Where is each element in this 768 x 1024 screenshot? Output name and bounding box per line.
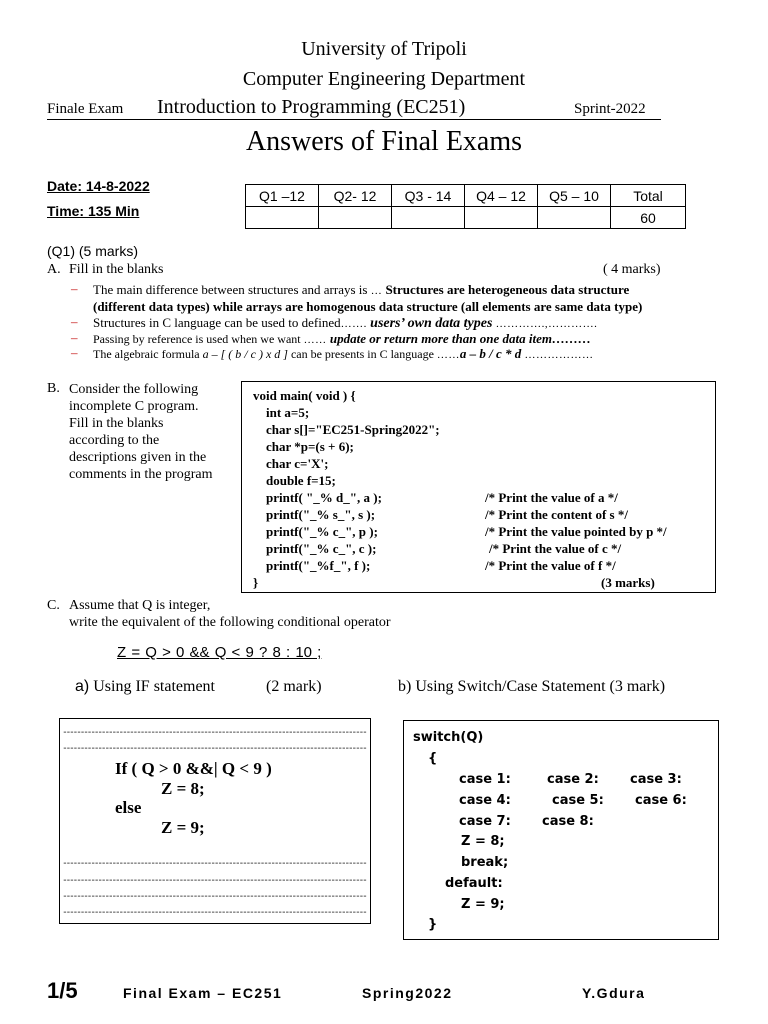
blank3-answer: update or return more than one data item……… — [326, 331, 591, 346]
score-value-row — [246, 207, 686, 229]
q1-a-label: A. — [47, 262, 61, 277]
partb-desc-line: descriptions given in the — [69, 450, 207, 465]
blank2-dots: ……. — [340, 318, 367, 330]
blank1-answer-cont: (different data types) while arrays are homogenous data structure (all elements are same data type) — [93, 299, 643, 314]
code-comment: /* Print the value pointed by p */ — [485, 524, 667, 539]
partb-label: B. — [47, 381, 60, 396]
bullet-dash: – — [71, 314, 78, 329]
q1-a-text: Fill in the blanks — [69, 262, 164, 277]
code-line: int a=5; — [253, 405, 310, 420]
score-value-total: 60 — [611, 207, 686, 229]
blank2-line — [93, 315, 597, 332]
code-line: printf("_% c_", p ); — [253, 524, 378, 539]
code-comment: /* Print the value of a */ — [485, 490, 618, 505]
code-comment: /* Print the content of s */ — [485, 507, 628, 522]
blank2-prefix: Structures in C language can be used to defined — [93, 315, 341, 330]
switch-assign-8: Z = 8; — [461, 834, 505, 849]
partc-line1: Assume that Q is integer, — [69, 598, 211, 613]
score-header-q5: Q5 – 10 — [538, 185, 611, 207]
exam-time: Time: 135 Min — [47, 203, 140, 219]
code-line: printf("_% c_", c ); — [253, 541, 377, 556]
blank4-formula: a – [ ( b / c ) x d ] — [202, 347, 288, 361]
code-line: printf("_%f_", f ); — [253, 558, 371, 573]
exam-date: Date: 14-8-2022 — [47, 178, 150, 194]
case-label: case 8: — [542, 814, 594, 829]
if-subquestion-text: Using IF statement — [89, 678, 215, 695]
case-label: case 1: — [459, 772, 511, 787]
university-name: University of Tripoli — [301, 38, 467, 60]
if-subquestion-label: a) — [75, 678, 90, 695]
code-marks: (3 marks) — [601, 575, 655, 590]
blank3-line — [93, 331, 591, 347]
case-label: case 2: — [547, 772, 599, 787]
case-label: case 4: — [459, 793, 511, 808]
q1-title: (Q1) (5 marks) — [47, 243, 138, 259]
score-header-total: Total — [611, 185, 686, 207]
score-value-q2 — [319, 207, 392, 229]
conditional-expression: Z = Q > 0 && Q < 9 ? 8 : 10 ; — [117, 644, 322, 661]
code-box — [241, 381, 716, 593]
blank4-line — [93, 346, 594, 362]
code-comment: /* Print the value of f */ — [485, 558, 616, 573]
bullet-dash: – — [71, 281, 78, 296]
score-header-row — [246, 185, 686, 207]
footer-author: Y.Gdura — [582, 985, 646, 1001]
code-line: void main( void ) { — [253, 388, 356, 403]
code-line: } — [253, 575, 259, 590]
exam-term: Sprint-2022 — [574, 101, 646, 117]
partb-desc-line: Fill in the blanks — [69, 416, 164, 431]
score-value-q4 — [465, 207, 538, 229]
page-title: Answers of Final Exams — [245, 126, 523, 157]
bullet-dash: – — [71, 330, 78, 345]
partc-label: C. — [47, 598, 60, 613]
dashed-line: -------------------------------------------------------------------------------------- — [63, 858, 367, 869]
header-rule — [47, 119, 661, 120]
dashed-line: -------------------------------------------------------------------------------------- — [63, 875, 367, 886]
switch-subquestion: b) Using Switch/Case Statement (3 mark) — [398, 678, 666, 695]
blank3-prefix: Passing by reference is used when we want — [93, 332, 304, 346]
score-value-q3 — [392, 207, 465, 229]
score-value-q1 — [246, 207, 319, 229]
code-line: printf("_% s_", s ); — [253, 507, 376, 522]
switch-assign-9: Z = 9; — [461, 897, 505, 912]
blank4-dots-after: ……………… — [521, 349, 594, 361]
blank4-prefix: The algebraic formula — [93, 347, 203, 361]
bullet-dash: – — [71, 345, 78, 360]
code-line: char c='X'; — [253, 456, 329, 471]
footer-term: Spring2022 — [362, 985, 453, 1001]
footer-exam: Final Exam – EC251 — [123, 985, 283, 1001]
case-label: case 5: — [552, 793, 604, 808]
exam-type: Finale Exam — [47, 101, 124, 117]
else-assign: Z = 9; — [161, 818, 205, 837]
dashed-line: -------------------------------------------------------------------------------------- — [63, 743, 367, 754]
page-number: 1/5 — [47, 978, 78, 1003]
dashed-line: -------------------------------------------------------------------------------------- — [63, 907, 367, 918]
blank4-mid: can be presents in C language — [287, 347, 437, 361]
department-name: Computer Engineering Department — [242, 68, 526, 90]
if-subquestion — [75, 678, 215, 696]
partb-description — [69, 381, 212, 483]
switch-close-brace: } — [428, 917, 438, 932]
partb-desc-line: comments in the program — [69, 467, 213, 482]
if-then-assign: Z = 8; — [161, 779, 205, 798]
partb-desc-line: according to the — [69, 433, 160, 448]
switch-answer-box — [403, 720, 719, 940]
code-line: double f=15; — [253, 473, 336, 488]
case-label: case 3: — [630, 772, 682, 787]
blank1-answer: Structures are heterogeneous data structure — [382, 282, 630, 297]
blank4-dots: …… — [436, 349, 460, 361]
code-line: char *p=(s + 6); — [253, 439, 354, 454]
score-header-q3: Q3 - 14 — [392, 185, 465, 207]
case-label: case 6: — [635, 793, 687, 808]
q1-a-marks: ( 4 marks) — [603, 262, 661, 277]
score-value-q5 — [538, 207, 611, 229]
blank1-line — [93, 282, 629, 298]
blank1-prefix: The main difference between structures and arrays is — [93, 282, 371, 297]
code-comment: /* Print the value of c */ — [489, 541, 622, 556]
blank3-dots: …… — [303, 334, 327, 346]
code-line: printf( "_% d_", a ); — [253, 490, 382, 505]
blank2-dots-after: ………….,…………. — [492, 318, 598, 330]
switch-default: default: — [445, 876, 503, 891]
else-keyword: else — [115, 798, 142, 817]
score-header-q2: Q2- 12 — [319, 185, 392, 207]
partb-desc-line: incomplete C program. — [69, 399, 199, 414]
dashed-line: -------------------------------------------------------------------------------------- — [63, 891, 367, 902]
code-line: char s[]="EC251-Spring2022"; — [253, 422, 440, 437]
dashed-line: -------------------------------------------------------------------------------------- — [63, 727, 367, 738]
switch-break: break; — [461, 855, 509, 870]
if-subquestion-marks: (2 mark) — [266, 678, 322, 695]
score-header-q4: Q4 – 12 — [465, 185, 538, 207]
course-title: Introduction to Programming (EC251) — [157, 96, 466, 118]
score-header-q1: Q1 –12 — [246, 185, 319, 207]
blank1-dots: … — [370, 285, 383, 297]
case-label: case 7: — [459, 814, 511, 829]
if-condition: If ( Q > 0 &&| Q < 9 ) — [115, 759, 272, 778]
blank4-answer: a – b / c * d — [459, 346, 522, 361]
if-answer-box — [59, 718, 371, 924]
blank2-answer: users’ own data types — [370, 316, 493, 331]
switch-head: switch(Q) — [413, 730, 484, 745]
partb-desc-line: Consider the following — [69, 382, 199, 397]
score-table — [245, 184, 686, 229]
switch-open-brace: { — [428, 751, 438, 766]
partc-line2: write the equivalent of the following conditional operator — [69, 615, 391, 630]
